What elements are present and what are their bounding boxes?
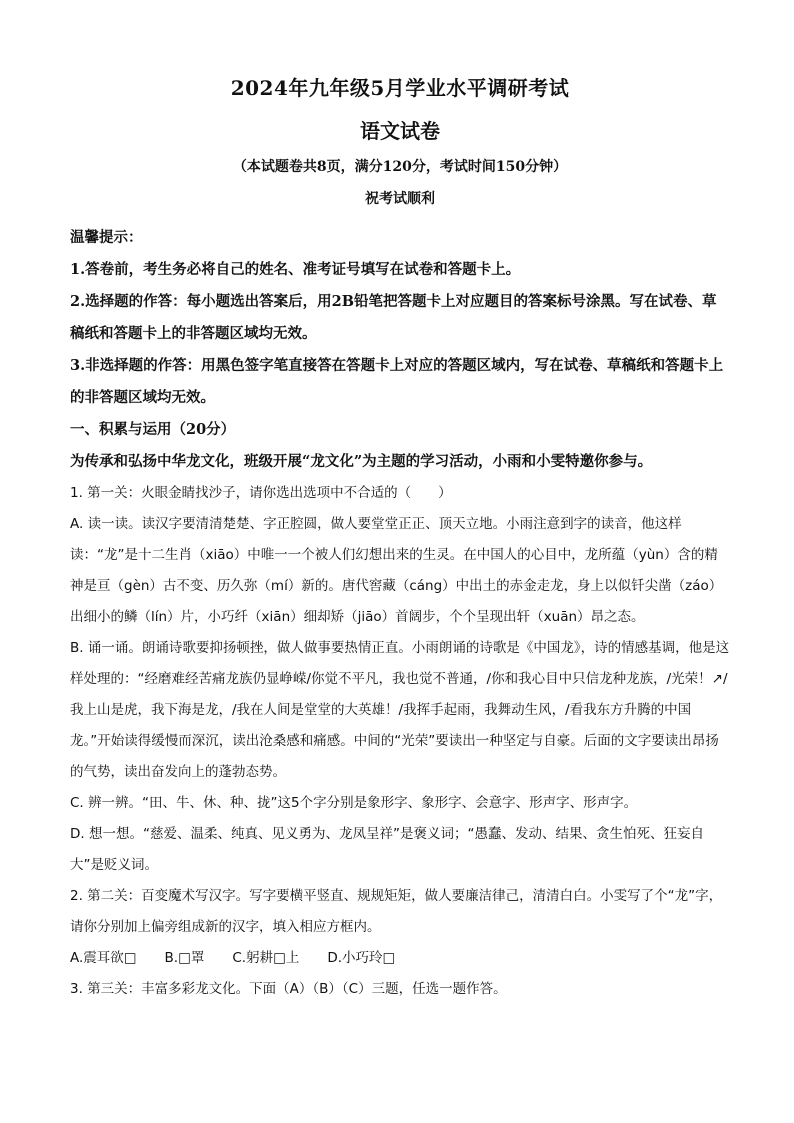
question-2-stem: 2. 第二关：百变魔术写汉字。写字要横平竖直、规规矩矩，做人要廉洁律己，清清白白。小雯写了个“龙”字，请你分别加上偏旁组成新的汉字，填入相应方框内。	[70, 888, 723, 935]
tip-item: 2.选择题的作答：每小题选出答案后，用2B铅笔把答题卡上对应题目的答案标号涂黑。写在试卷、草稿纸和答题卡上的非答题区域均无效。	[70, 293, 717, 342]
question-2-option-b: B.□罩	[164, 950, 205, 966]
question-1-stem: 1. 第一关：火眼金睛找沙子，请你选出选项中不合适的（ ）	[70, 485, 452, 501]
exam-wish: 祝考试顺利	[365, 191, 435, 207]
exam-title: 2024年九年级5月学业水平调研考试	[230, 76, 570, 100]
tip-item: 1.答卷前，考生务必将自己的姓名、准考证号填写在试卷和答题卡上。	[70, 261, 521, 278]
question-1-option-a: A. 读一读。读汉字要清清楚楚、字正腔圆，做人要堂堂正正、顶天立地。小雨注意到字的读音，他这样读：“龙”是十二生肖（xiāo）中唯一一个被人们幻想出来的生灵。在中国人的心目中，龙所蕴（yùn）含的精神是亘（gèn）古不变、历久弥（mí）新的。唐代窖藏（cáng）中出土的赤金走龙，身上以似钎尖凿（záo）出细小的鳞（lín）片，小巧纤（xiān）细却矫（jiāo）首阔步，个个呈现出轩（xuān）昂之态。	[70, 516, 723, 625]
question-1-option-b: B. 诵一诵。朗诵诗歌要抑扬顿挫，做人做事要热情正直。小雨朗诵的诗歌是《中国龙》，诗的情感基调，他是这样处理的：“经磨难经苦痛龙族仍显峥嵘/你觉不平凡，我也觉不普通，/你和我心目中只信龙种龙族，/光荣！↗/我上山是虎，我下海是龙，/我在人间是堂堂的大英雄！/我挥手起雨，我舞动生风，/看我东方升腾的中国龙。”开始读得缓慢而深沉，读出沧桑感和痛感。中间的“光荣”要读出一种坚定与自豪。后面的文字要读出昂扬的气势，读出奋发向上的蓬勃态势。	[70, 640, 730, 780]
tips-title: 温馨提示：	[70, 229, 143, 246]
tip-item: 3.非选择题的作答：用黑色签字笔直接答在答题卡上对应的答题区域内，写在试卷、草稿纸和答题卡上的非答题区域均无效。	[70, 357, 724, 406]
question-2-option-d: D.小巧玲□	[327, 950, 396, 966]
exam-page	[70, 62, 730, 1005]
question-2-option-a: A.震耳欲□	[70, 950, 137, 966]
question-1-option-d: D. 想一想。“慈爱、温柔、纯真、见义勇为、龙凤呈祥”是褒义词；“愚蠢、发动、结果、贪生怕死、狂妄自大”是贬义词。	[70, 826, 704, 873]
section-heading: 一、积累与运用（20分）	[70, 421, 236, 438]
exam-subtitle: 语文试卷	[360, 119, 440, 143]
question-2-option-c: C.躬耕□上	[232, 950, 300, 966]
question-1-option-c: C. 辨一辨。“田、牛、休、种、拢”这5个字分别是象形字、象形字、会意字、形声字、形声字。	[70, 795, 638, 811]
question-2-options	[70, 943, 730, 974]
question-3-stem: 3. 第三关：丰富多彩龙文化。下面（A）（B）（C）三题，任选一题作答。	[70, 981, 507, 997]
exam-meta: （本试题卷共8页，满分120分，考试时间150分钟）	[232, 159, 568, 175]
section-intro: 为传承和弘扬中华龙文化，班级开展“龙文化”为主题的学习活动，小雨和小雯特邀你参与。	[70, 453, 653, 470]
